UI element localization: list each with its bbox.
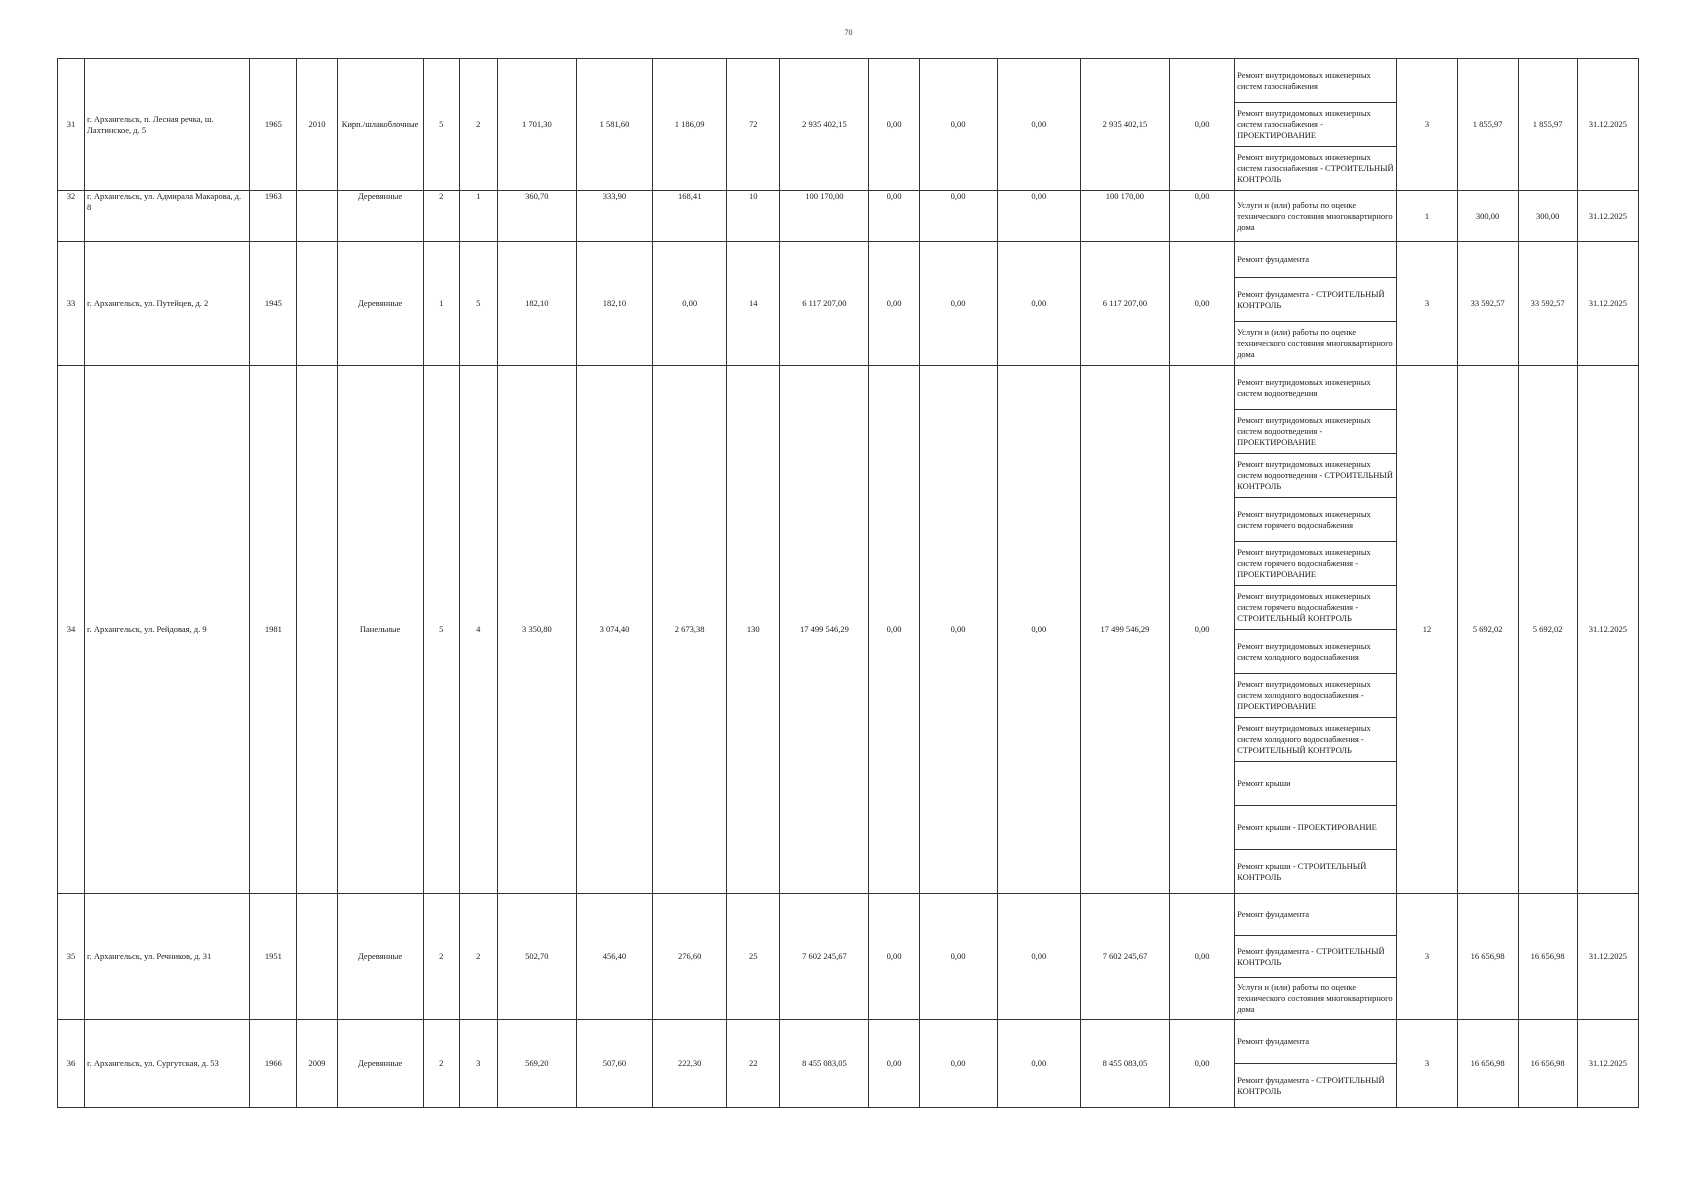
cell-row-number: 32 [58,191,85,242]
cell-work-type: Ремонт крыши - ПРОЕКТИРОВАНИЕ [1235,806,1397,850]
cell-work-type: Ремонт внутридомовых инженерных систем холодного водоснабжения - ПРОЕКТИРОВАНИЕ [1235,674,1397,718]
cell-deadline: 31.12.2025 [1577,59,1638,191]
cell-fund-local: 0,00 [997,242,1080,366]
cell-work-type: Ремонт внутридомовых инженерных систем газоснабжения - СТРОИТЕЛЬНЫЙ КОНТРОЛЬ [1235,147,1397,191]
cell-residential-area: 1 186,09 [653,59,727,191]
cell-work-type: Ремонт внутридомовых инженерных систем газоснабжения [1235,59,1397,103]
cell-floors: 5 [423,59,459,191]
cell-work-type: Ремонт внутридомовых инженерных систем холодного водоснабжения - СТРОИТЕЛЬНЫЙ КОНТРОЛЬ [1235,718,1397,762]
cell-year-overhaul [297,366,337,894]
cell-fund-regional: 0,00 [919,366,997,894]
cell-cost-total: 8 455 083,05 [780,1020,869,1108]
cell-work-type: Ремонт внутридомовых инженерных систем горячего водоснабжения - СТРОИТЕЛЬНЫЙ КОНТРОЛЬ [1235,586,1397,630]
cell-address: г. Архангельск, п. Лесная речка, ш. Лахтинское, д. 5 [85,59,250,191]
cell-max-unit-cost: 1 855,97 [1518,59,1577,191]
cell-work-type: Ремонт внутридомовых инженерных систем газоснабжения - ПРОЕКТИРОВАНИЕ [1235,103,1397,147]
cell-deadline: 31.12.2025 [1577,366,1638,894]
cell-fund-local: 0,00 [997,59,1080,191]
cell-wall-material: Панельные [337,366,423,894]
cell-unit-cost: 16 656,98 [1457,1020,1518,1108]
cell-max-unit-cost: 33 592,57 [1518,242,1577,366]
cell-fund-owners: 7 602 245,67 [1080,894,1169,1020]
cell-fund-regional: 0,00 [919,1020,997,1108]
table-row [58,1020,1639,1064]
cell-premises-area: 1 581,60 [576,59,652,191]
cell-year-overhaul: 2010 [297,59,337,191]
cell-year-overhaul [297,242,337,366]
cell-fund-local: 0,00 [997,191,1080,242]
cell-fund-owners: 6 117 207,00 [1080,242,1169,366]
cell-premises-area: 333,90 [576,191,652,242]
cell-max-unit-cost: 16 656,98 [1518,894,1577,1020]
cell-residents: 14 [727,242,780,366]
cell-row-number: 31 [58,59,85,191]
cell-fund-other: 0,00 [1170,366,1235,894]
cell-premises-area: 456,40 [576,894,652,1020]
cell-work-type: Ремонт фундамента [1235,242,1397,278]
cell-address: г. Архангельск, ул. Рейдовая, д. 9 [85,366,250,894]
cell-residential-area: 168,41 [653,191,727,242]
cell-fund-owners: 17 499 546,29 [1080,366,1169,894]
table-body [58,59,1639,1108]
cell-entrances: 5 [459,242,497,366]
cell-address: г. Архангельск, ул. Путейцев, д. 2 [85,242,250,366]
cell-total-area: 1 701,30 [497,59,576,191]
table-row [58,366,1639,410]
cell-floors: 2 [423,894,459,1020]
cell-works-count: 3 [1397,1020,1457,1108]
cell-work-type: Ремонт внутридомовых инженерных систем водоотведения - СТРОИТЕЛЬНЫЙ КОНТРОЛЬ [1235,454,1397,498]
cell-work-type: Услуги и (или) работы по оценке технического состояния многоквартирного дома [1235,978,1397,1020]
cell-floors: 5 [423,366,459,894]
cell-fund-other: 0,00 [1170,191,1235,242]
cell-year-built: 1963 [250,191,297,242]
cell-year-built: 1951 [250,894,297,1020]
cell-work-type: Ремонт внутридомовых инженерных систем горячего водоснабжения - ПРОЕКТИРОВАНИЕ [1235,542,1397,586]
cell-total-area: 502,70 [497,894,576,1020]
cell-deadline: 31.12.2025 [1577,1020,1638,1108]
cell-entrances: 2 [459,59,497,191]
cell-wall-material: Кирп./шлакоблочные [337,59,423,191]
cell-address: г. Архангельск, ул. Речников, д. 31 [85,894,250,1020]
cell-wall-material: Деревянные [337,1020,423,1108]
cell-row-number: 35 [58,894,85,1020]
cell-work-type: Ремонт внутридомовых инженерных систем водоотведения - ПРОЕКТИРОВАНИЕ [1235,410,1397,454]
cell-max-unit-cost: 5 692,02 [1518,366,1577,894]
cell-fund-other: 0,00 [1170,894,1235,1020]
cell-work-type: Услуги и (или) работы по оценке технического состояния многоквартирного дома [1235,322,1397,366]
cell-residents: 25 [727,894,780,1020]
cell-residential-area: 276,60 [653,894,727,1020]
cell-year-built: 1965 [250,59,297,191]
cell-entrances: 3 [459,1020,497,1108]
cell-fund-other: 0,00 [1170,242,1235,366]
cell-residential-area: 0,00 [653,242,727,366]
cell-cost-total: 2 935 402,15 [780,59,869,191]
cell-floors: 2 [423,191,459,242]
cell-work-type: Ремонт фундамента [1235,894,1397,936]
cell-row-number: 36 [58,1020,85,1108]
cell-unit-cost: 33 592,57 [1457,242,1518,366]
cell-year-overhaul [297,894,337,1020]
cell-total-area: 569,20 [497,1020,576,1108]
cell-work-type: Ремонт крыши [1235,762,1397,806]
overhaul-register-table [57,58,1639,1108]
cell-work-type: Ремонт фундамента - СТРОИТЕЛЬНЫЙ КОНТРОЛЬ [1235,936,1397,978]
cell-year-built: 1945 [250,242,297,366]
cell-residents: 130 [727,366,780,894]
cell-deadline: 31.12.2025 [1577,242,1638,366]
cell-entrances: 2 [459,894,497,1020]
cell-max-unit-cost: 300,00 [1518,191,1577,242]
cell-fund-federal: 0,00 [869,59,919,191]
cell-fund-federal: 0,00 [869,1020,919,1108]
cell-year-overhaul [297,191,337,242]
cell-year-overhaul: 2009 [297,1020,337,1108]
table-row [58,59,1639,103]
cell-fund-regional: 0,00 [919,191,997,242]
table-row [58,242,1639,278]
cell-deadline: 31.12.2025 [1577,191,1638,242]
cell-fund-owners: 2 935 402,15 [1080,59,1169,191]
cell-row-number: 33 [58,242,85,366]
cell-works-count: 3 [1397,242,1457,366]
page-number: 70 [844,28,853,37]
cell-entrances: 1 [459,191,497,242]
cell-wall-material: Деревянные [337,894,423,1020]
cell-year-built: 1981 [250,366,297,894]
cell-fund-federal: 0,00 [869,894,919,1020]
cell-total-area: 3 350,80 [497,366,576,894]
cell-unit-cost: 16 656,98 [1457,894,1518,1020]
cell-row-number: 34 [58,366,85,894]
cell-fund-other: 0,00 [1170,59,1235,191]
cell-fund-federal: 0,00 [869,366,919,894]
cell-fund-regional: 0,00 [919,59,997,191]
cell-work-type: Ремонт внутридомовых инженерных систем холодного водоснабжения [1235,630,1397,674]
cell-max-unit-cost: 16 656,98 [1518,1020,1577,1108]
cell-work-type: Ремонт фундамента - СТРОИТЕЛЬНЫЙ КОНТРОЛЬ [1235,278,1397,322]
cell-works-count: 1 [1397,191,1457,242]
cell-address: г. Архангельск, ул. Сургутская, д. 53 [85,1020,250,1108]
cell-premises-area: 182,10 [576,242,652,366]
cell-work-type: Услуги и (или) работы по оценке технического состояния многоквартирного дома [1235,191,1397,242]
cell-work-type: Ремонт внутридомовых инженерных систем водоотведения [1235,366,1397,410]
cell-year-built: 1966 [250,1020,297,1108]
table-row [58,191,1639,242]
cell-residents: 10 [727,191,780,242]
cell-unit-cost: 5 692,02 [1457,366,1518,894]
cell-fund-local: 0,00 [997,894,1080,1020]
cell-cost-total: 17 499 546,29 [780,366,869,894]
cell-unit-cost: 300,00 [1457,191,1518,242]
cell-works-count: 12 [1397,366,1457,894]
cell-unit-cost: 1 855,97 [1457,59,1518,191]
cell-fund-federal: 0,00 [869,191,919,242]
cell-work-type: Ремонт фундамента - СТРОИТЕЛЬНЫЙ КОНТРОЛЬ [1235,1064,1397,1108]
cell-cost-total: 100 170,00 [780,191,869,242]
cell-floors: 2 [423,1020,459,1108]
cell-wall-material: Деревянные [337,191,423,242]
cell-premises-area: 3 074,40 [576,366,652,894]
cell-work-type: Ремонт внутридомовых инженерных систем горячего водоснабжения [1235,498,1397,542]
cell-fund-federal: 0,00 [869,242,919,366]
cell-premises-area: 507,60 [576,1020,652,1108]
cell-floors: 1 [423,242,459,366]
table-row [58,894,1639,936]
cell-work-type: Ремонт фундамента [1235,1020,1397,1064]
cell-total-area: 360,70 [497,191,576,242]
cell-works-count: 3 [1397,894,1457,1020]
cell-fund-regional: 0,00 [919,894,997,1020]
cell-cost-total: 6 117 207,00 [780,242,869,366]
cell-entrances: 4 [459,366,497,894]
cell-fund-local: 0,00 [997,1020,1080,1108]
cell-works-count: 3 [1397,59,1457,191]
cell-residential-area: 2 673,38 [653,366,727,894]
cell-residents: 22 [727,1020,780,1108]
cell-fund-owners: 100 170,00 [1080,191,1169,242]
cell-fund-regional: 0,00 [919,242,997,366]
cell-residents: 72 [727,59,780,191]
cell-wall-material: Деревянные [337,242,423,366]
cell-residential-area: 222,30 [653,1020,727,1108]
cell-cost-total: 7 602 245,67 [780,894,869,1020]
cell-deadline: 31.12.2025 [1577,894,1638,1020]
cell-work-type: Ремонт крыши - СТРОИТЕЛЬНЫЙ КОНТРОЛЬ [1235,850,1397,894]
cell-fund-local: 0,00 [997,366,1080,894]
cell-fund-other: 0,00 [1170,1020,1235,1108]
cell-total-area: 182,10 [497,242,576,366]
cell-address: г. Архангельск, ул. Адмирала Макарова, д. 8 [85,191,250,242]
cell-fund-owners: 8 455 083,05 [1080,1020,1169,1108]
